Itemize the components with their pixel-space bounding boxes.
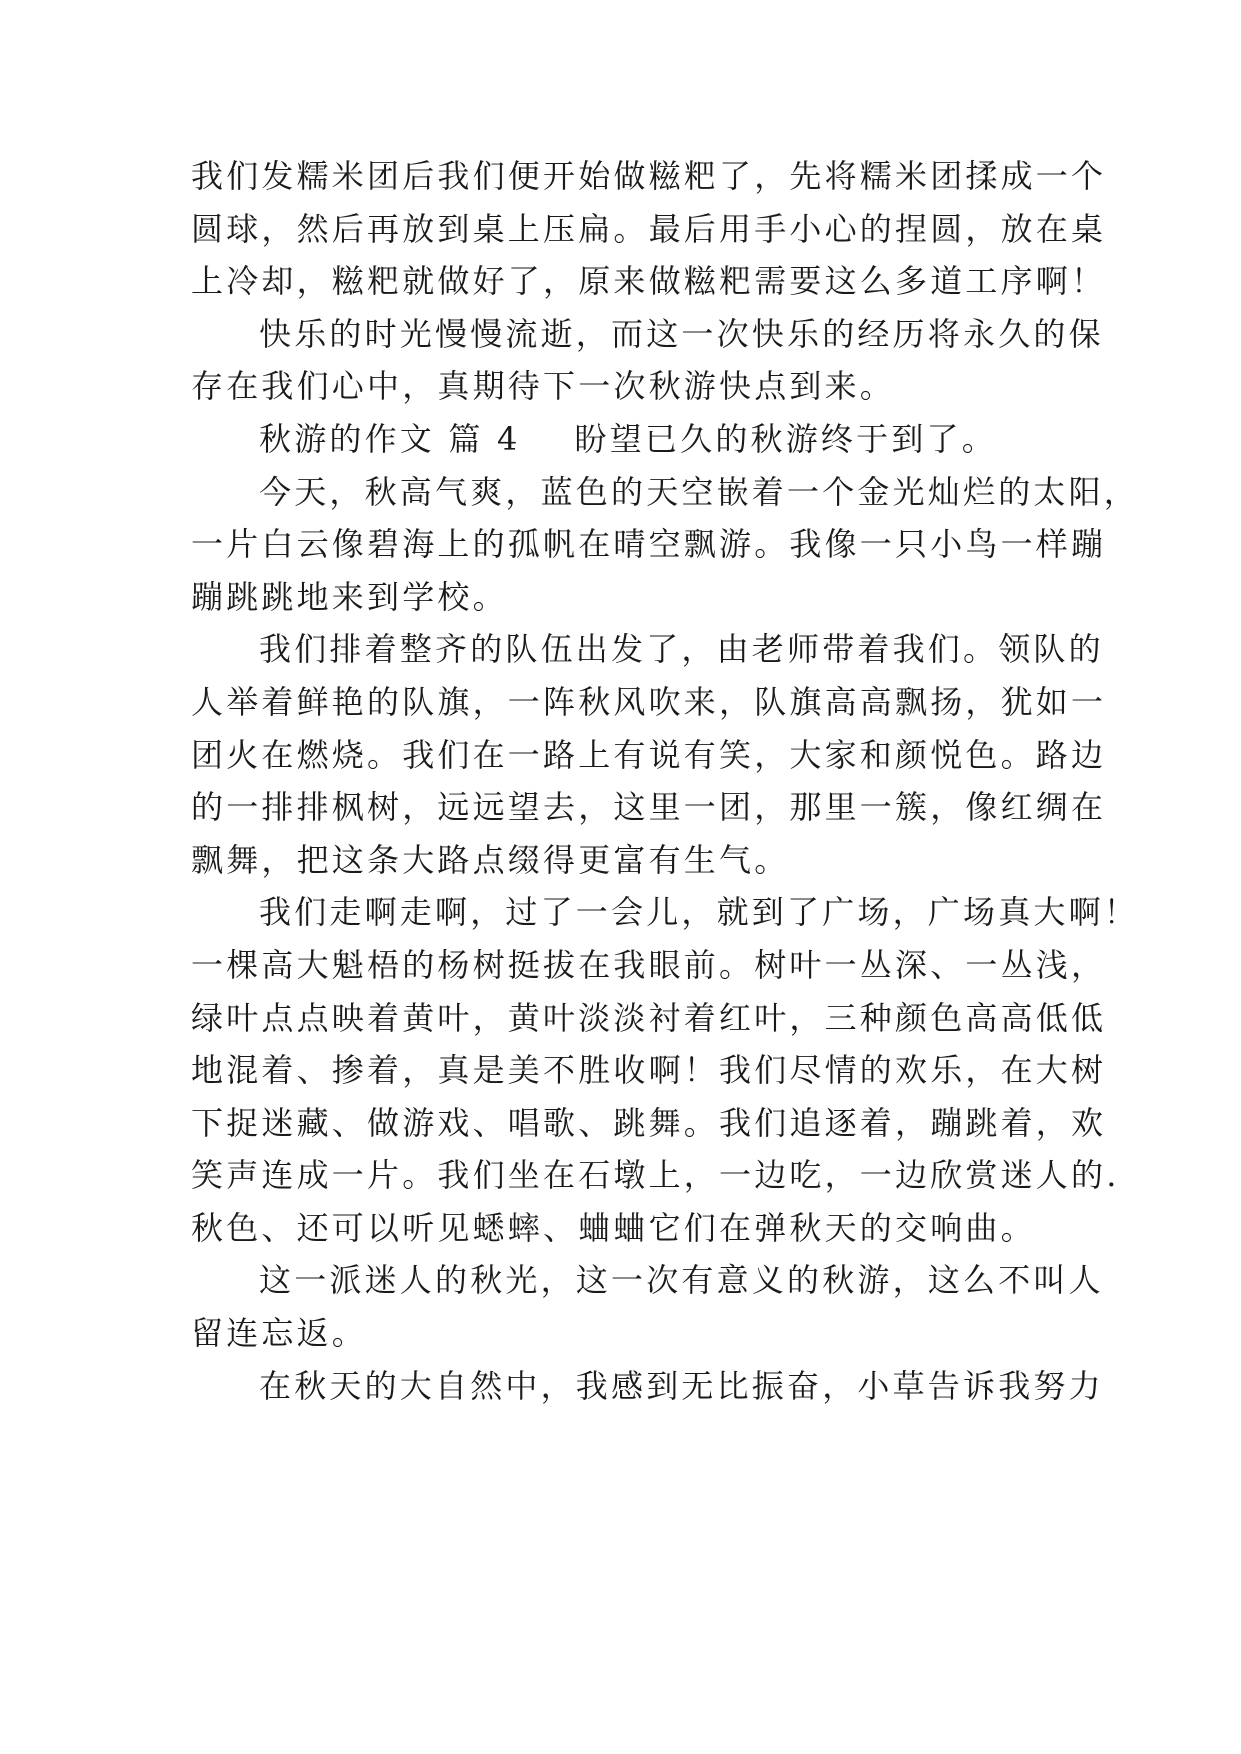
text-line: 人举着鲜艳的队旗，一阵秋风吹来，队旗高高飘扬，犹如一 — [191, 682, 1107, 721]
text-line: 蹦跳跳地来到学校。 — [191, 577, 508, 616]
text-line: 留连忘返。 — [191, 1314, 368, 1353]
text-line: 我们排着整齐的队伍出发了，由老师带着我们。领队的 — [259, 630, 1104, 669]
text-line: 我们走啊走啊，过了一会儿，就到了广场，广场真大啊！ — [259, 893, 1140, 932]
text-line: 圆球，然后再放到桌上压扁。最后用手小心的捏圆，放在桌 — [191, 209, 1107, 248]
text-line: 上冷却，糍粑就做好了，原来做糍粑需要这么多道工序啊！ — [191, 262, 1107, 301]
text-line: 秋色、还可以听见蟋蟀、蛐蛐它们在弹秋天的交响曲。 — [191, 1208, 1036, 1247]
text-line: 存在我们心中，真期待下一次秋游快点到来。 — [191, 367, 896, 406]
text-line: 地混着、掺着，真是美不胜收啊！我们尽情的欢乐，在大树 — [191, 1051, 1107, 1090]
text-line: 笑声连成一片。我们坐在石墩上，一边吃，一边欣赏迷人的. — [191, 1156, 1120, 1195]
text-line: 一棵高大魁梧的杨树挺拔在我眼前。树叶一丛深、一丛浅， — [191, 945, 1107, 984]
text-line: 团火在燃烧。我们在一路上有说有笑，大家和颜悦色。路边 — [191, 735, 1107, 774]
text-line: 我们发糯米团后我们便开始做糍粑了，先将糯米团揉成一个 — [191, 157, 1107, 195]
text-line: 快乐的时光慢慢流逝，而这一次快乐的经历将永久的保 — [259, 314, 1104, 353]
section-heading-line — [191, 413, 1071, 466]
text-line: 飘舞，把这条大路点缀得更富有生气。 — [191, 840, 790, 879]
text-line: 在秋天的大自然中，我感到无比振奋，小草告诉我努力 — [259, 1366, 1104, 1405]
document-body — [191, 150, 1140, 1412]
text-line: 下捉迷藏、做游戏、唱歌、跳舞。我们追逐着，蹦跳着，欢 — [191, 1103, 1107, 1142]
text-line: 这一派迷人的秋光，这一次有意义的秋游，这么不叫人 — [259, 1261, 1104, 1300]
text-line: 盼望已久的秋游终于到了。 — [574, 419, 997, 458]
text-line: 今天，秋高气爽，蓝色的天空嵌着一个金光灿烂的太阳， — [259, 472, 1140, 511]
text-line: 绿叶点点映着黄叶，黄叶淡淡衬着红叶，三种颜色高高低低 — [191, 998, 1107, 1037]
section-heading: 秋游的作文 篇 4 — [259, 419, 521, 458]
text-line: 一片白云像碧海上的孤帆在晴空飘游。我像一只小鸟一样蹦 — [191, 525, 1107, 564]
text-line: 的一排排枫树，远远望去，这里一团，那里一簇，像红绸在 — [191, 788, 1107, 827]
